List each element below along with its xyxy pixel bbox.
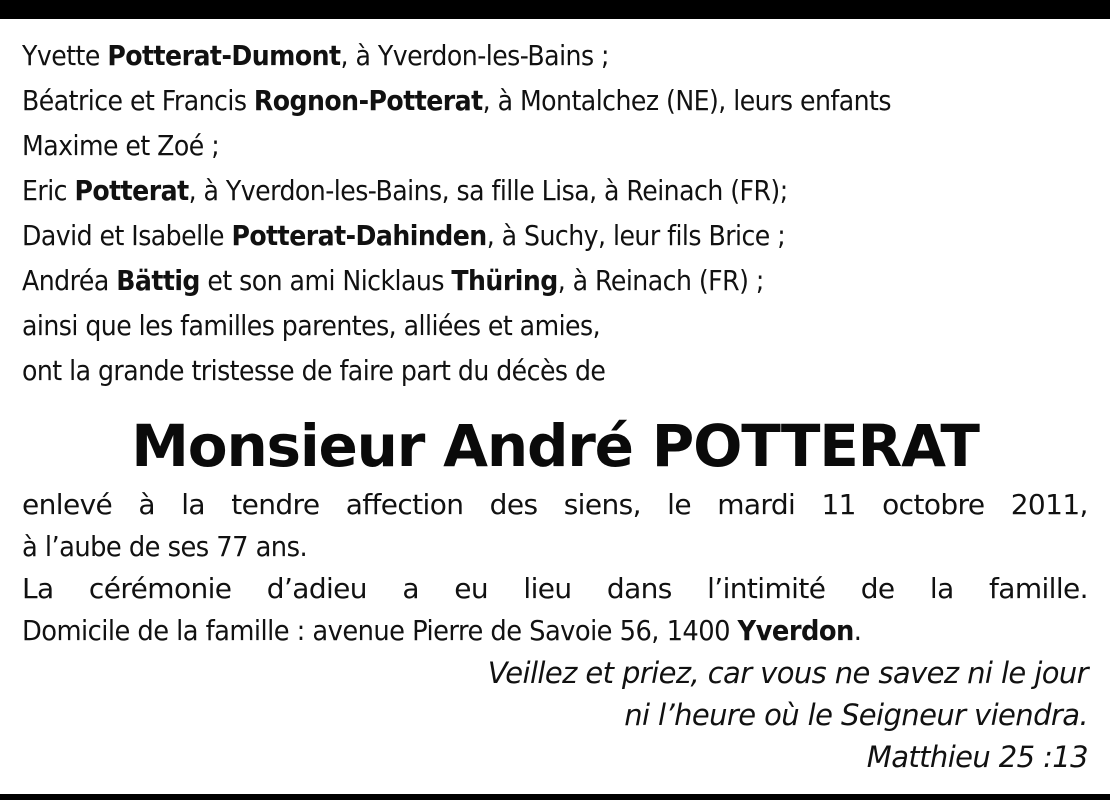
word: octobre <box>882 488 985 521</box>
word: siens, <box>563 488 641 521</box>
word: cérémonie <box>88 572 232 605</box>
announcement-line: ont la grande tristesse de faire part du décès de <box>22 354 606 387</box>
family-line <box>22 33 981 78</box>
word: famille. <box>989 572 1088 605</box>
word: enlevé <box>22 488 113 521</box>
word: le <box>667 488 691 521</box>
family-line <box>22 78 981 123</box>
ceremony-line <box>22 568 1088 610</box>
family-line <box>22 258 981 303</box>
word: a <box>402 572 419 605</box>
word: mardi <box>717 488 796 521</box>
family-text: Eric <box>22 174 75 207</box>
family-text: , à Yverdon-les-Bains, sa fille Lisa, à Reinach (FR); <box>188 174 788 207</box>
family-text: , à Yverdon-les-Bains ; <box>340 39 609 72</box>
death-date-line <box>22 484 1088 526</box>
address-text: Domicile de la famille : avenue Pierre de Savoie 56, 1400 <box>22 614 738 647</box>
deceased-name: Monsieur André POTTERAT <box>131 412 979 480</box>
word: 2011, <box>1010 488 1088 521</box>
family-line <box>22 168 981 213</box>
word: d’adieu <box>266 572 367 605</box>
word: eu <box>454 572 489 605</box>
family-line <box>22 213 981 258</box>
family-text: David et Isabelle <box>22 219 232 252</box>
relatives-line: ainsi que les familles parentes, alliées et amies, <box>22 309 601 342</box>
bottom-border <box>0 794 1110 800</box>
bible-quote <box>488 652 1088 778</box>
family-text: , à Montalchez (NE), leurs enfants <box>482 84 891 117</box>
top-border <box>0 0 1110 19</box>
word: La <box>22 572 54 605</box>
family-text: Maxime et Zoé ; <box>22 129 220 162</box>
word: la <box>929 572 954 605</box>
word: tendre <box>231 488 320 521</box>
family-name: Bättig <box>116 264 200 297</box>
quote-line: Veillez et priez, car vous ne savez ni le jour <box>487 656 1088 690</box>
word: lieu <box>523 572 572 605</box>
family-line <box>22 123 981 168</box>
obituary-notice <box>22 33 1088 652</box>
family-text: Andréa <box>22 264 117 297</box>
word: à <box>138 488 155 521</box>
age-line: à l’aube de ses 77 ans. <box>22 530 308 563</box>
word: dans <box>606 572 672 605</box>
family-name: Rognon-Potterat <box>253 84 483 117</box>
word: l’intimité <box>707 572 826 605</box>
family-name: Potterat <box>74 174 189 207</box>
family-name: Potterat-Dumont <box>107 39 341 72</box>
quote-reference: Matthieu 25 :13 <box>866 740 1088 774</box>
family-text: , à Suchy, leur fils Brice ; <box>486 219 786 252</box>
quote-line: ni l’heure où le Seigneur viendra. <box>624 698 1088 732</box>
family-text: Béatrice et Francis <box>22 84 254 117</box>
word: la <box>181 488 205 521</box>
family-text: , à Reinach (FR) ; <box>557 264 764 297</box>
family-name: Potterat-Dahinden <box>231 219 487 252</box>
address-line <box>22 610 1003 652</box>
address-text: . <box>853 614 862 647</box>
word: affection <box>345 488 464 521</box>
word: 11 <box>821 488 856 521</box>
family-text: et son ami Nicklaus <box>199 264 452 297</box>
family-text: Yvette <box>22 39 108 72</box>
family-name: Thüring <box>451 264 558 297</box>
word: de <box>860 572 895 605</box>
word: des <box>489 488 538 521</box>
address-city: Yverdon <box>737 614 854 647</box>
